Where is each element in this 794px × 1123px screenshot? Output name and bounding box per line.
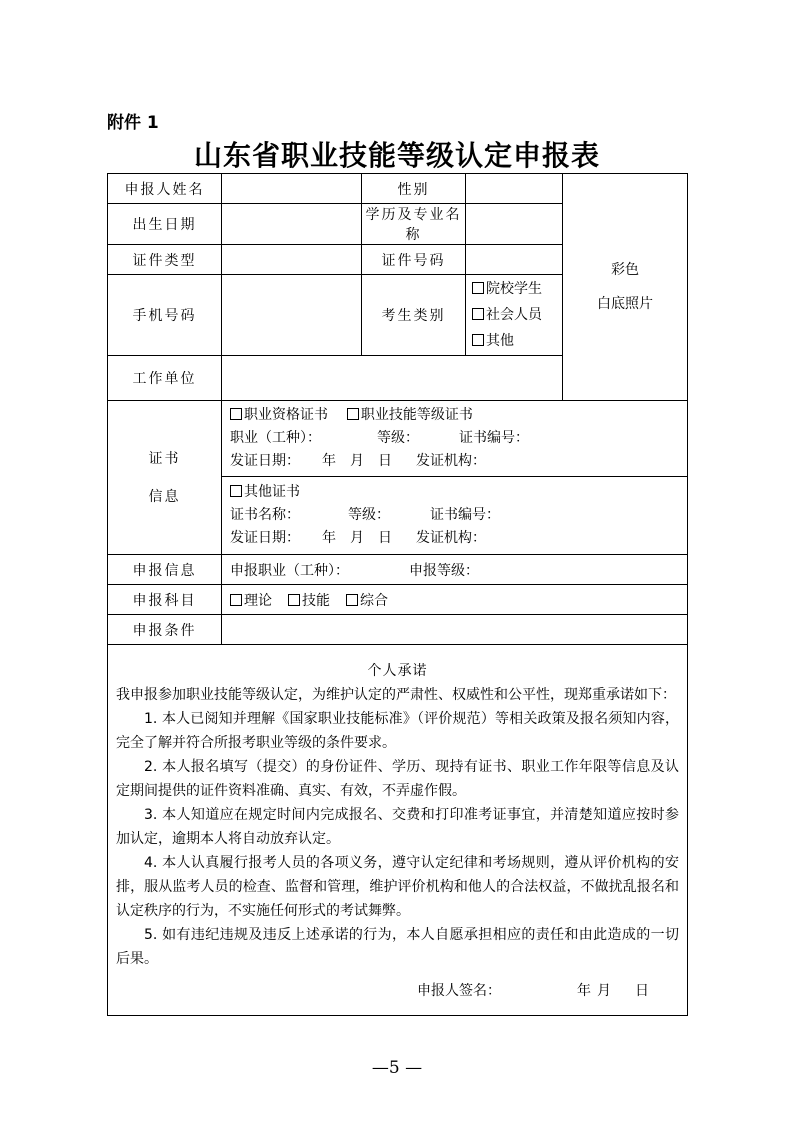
- apply-occupation-label: 申报职业（工种）：: [230, 562, 349, 579]
- photo-line2: 白底照片: [597, 296, 653, 312]
- photo-box[interactable]: [563, 174, 688, 401]
- condition-field[interactable]: [222, 615, 688, 645]
- month-label: 月: [350, 530, 364, 546]
- pledge-section: [108, 645, 688, 1016]
- id-number-label: 证件号码: [362, 245, 466, 275]
- cert-option-qualification[interactable]: 职业资格证书: [230, 407, 328, 423]
- signature-line[interactable]: [116, 979, 679, 1003]
- checkbox-icon[interactable]: [472, 334, 484, 346]
- year-label: 年: [322, 530, 336, 546]
- condition-label: 申报条件: [108, 615, 222, 645]
- candidate-type-options: [466, 275, 563, 356]
- photo-line1: 彩色: [611, 262, 639, 278]
- cert-info-label: 证书 信息: [108, 401, 222, 555]
- signature-label: 申报人签名：: [417, 983, 501, 999]
- year-label: 年: [577, 983, 591, 999]
- pledge-item: 4. 本人认真履行报考人员的各项义务，遵守认定纪律和考场规则，遵从评价机构的安排，服从监考人员的检查、监督和管理，维护评价机构和他人的合法权益，不做扰乱报名和认定秩序的行为，不实施任何形式的考试舞弊。: [116, 855, 679, 919]
- cert1-issue-date-label: 发证日期：: [230, 453, 300, 469]
- pledge-item: 2. 本人报名填写（提交）的身份证件、学历、现持有证书、职业工作年限等信息及认定期间提供的证件资料准确、真实、有效，不弄虚作假。: [116, 759, 679, 799]
- application-form-table: [107, 173, 688, 1016]
- name-field[interactable]: [222, 174, 362, 204]
- cert1-occupation-label: 职业（工种）：: [230, 430, 321, 446]
- month-label: 月: [350, 453, 364, 469]
- candidate-type-label: 考生类别: [362, 275, 466, 356]
- day-label: 日: [378, 530, 392, 546]
- day-label: 日: [378, 453, 392, 469]
- birth-field[interactable]: [222, 204, 362, 245]
- pledge-item: 5. 如有违纪违规及违反上述承诺的行为，本人自愿承担相应的责任和由此造成的一切后果。: [116, 927, 679, 967]
- phone-label: 手机号码: [108, 275, 222, 356]
- pledge-intro: 我申报参加职业技能等级认定，为维护认定的严肃性、权威性和公平性，现郑重承诺如下：: [116, 687, 676, 703]
- subject-option-skill[interactable]: 技能: [288, 593, 330, 609]
- apply-info-field[interactable]: [222, 555, 688, 585]
- gender-field[interactable]: [466, 174, 563, 204]
- pledge-item: 1. 本人已阅知并理解《国家职业技能标准》（评价规范）等相关政策及报名须知内容，完全了解并符合所报考职业等级的条件要求。: [116, 711, 679, 751]
- employer-label: 工作单位: [108, 356, 222, 401]
- cert2-name-label: 证书名称：: [230, 507, 300, 523]
- gender-label: 性别: [362, 174, 466, 204]
- year-label: 年: [322, 453, 336, 469]
- checkbox-icon[interactable]: [347, 408, 359, 420]
- month-label: 月: [597, 983, 611, 999]
- cert2-number-label: 证书编号：: [430, 507, 500, 523]
- employer-field[interactable]: [222, 356, 563, 401]
- page-number: —5 —: [371, 1058, 423, 1078]
- checkbox-icon[interactable]: [230, 408, 242, 420]
- id-type-field[interactable]: [222, 245, 362, 275]
- subject-option-comprehensive[interactable]: 综合: [346, 593, 388, 609]
- apply-info-label: 申报信息: [108, 555, 222, 585]
- cert-option-skill-level[interactable]: 职业技能等级证书: [347, 407, 473, 423]
- cert2-issue-date-label: 发证日期：: [230, 530, 300, 546]
- cert-option-other[interactable]: 其他证书: [230, 484, 300, 500]
- cert1-level-label: 等级：: [377, 430, 419, 446]
- candidate-option-student[interactable]: 院校学生: [472, 276, 562, 302]
- subject-option-theory[interactable]: 理论: [230, 593, 272, 609]
- pledge-item: 3. 本人知道应在规定时间内完成报名、交费和打印准考证事宜，并清楚知道应按时参加认定，逾期本人将自动放弃认定。: [116, 807, 679, 847]
- cert2-issuer-label: 发证机构：: [416, 530, 486, 546]
- attachment-label: 附件 1: [107, 113, 159, 133]
- checkbox-icon[interactable]: [230, 594, 242, 606]
- candidate-option-other[interactable]: 其他: [472, 328, 562, 354]
- pledge-heading: 个人承诺: [367, 663, 428, 679]
- form-title: 山东省职业技能等级认定申报表: [193, 139, 600, 172]
- cert2-level-label: 等级：: [348, 507, 390, 523]
- checkbox-icon[interactable]: [230, 485, 242, 497]
- checkbox-icon[interactable]: [346, 594, 358, 606]
- birth-label: 出生日期: [108, 204, 222, 245]
- cert1-issuer-label: 发证机构：: [416, 453, 486, 469]
- apply-level-label: 申报等级：: [409, 562, 479, 579]
- cert1-number-label: 证书编号：: [459, 430, 529, 446]
- id-number-field[interactable]: [466, 245, 563, 275]
- checkbox-icon[interactable]: [288, 594, 300, 606]
- cert-block-1: [222, 401, 688, 477]
- candidate-option-social[interactable]: 社会人员: [472, 302, 562, 328]
- education-field[interactable]: [466, 204, 563, 245]
- subject-options: [222, 585, 688, 615]
- checkbox-icon[interactable]: [472, 308, 484, 320]
- id-type-label: 证件类型: [108, 245, 222, 275]
- day-label: 日: [635, 983, 649, 999]
- education-label: 学历及专业名称: [362, 204, 466, 245]
- subject-label: 申报科目: [108, 585, 222, 615]
- cert-block-2: [222, 477, 688, 555]
- checkbox-icon[interactable]: [472, 282, 484, 294]
- name-label: 申报人姓名: [108, 174, 222, 204]
- phone-field[interactable]: [222, 275, 362, 356]
